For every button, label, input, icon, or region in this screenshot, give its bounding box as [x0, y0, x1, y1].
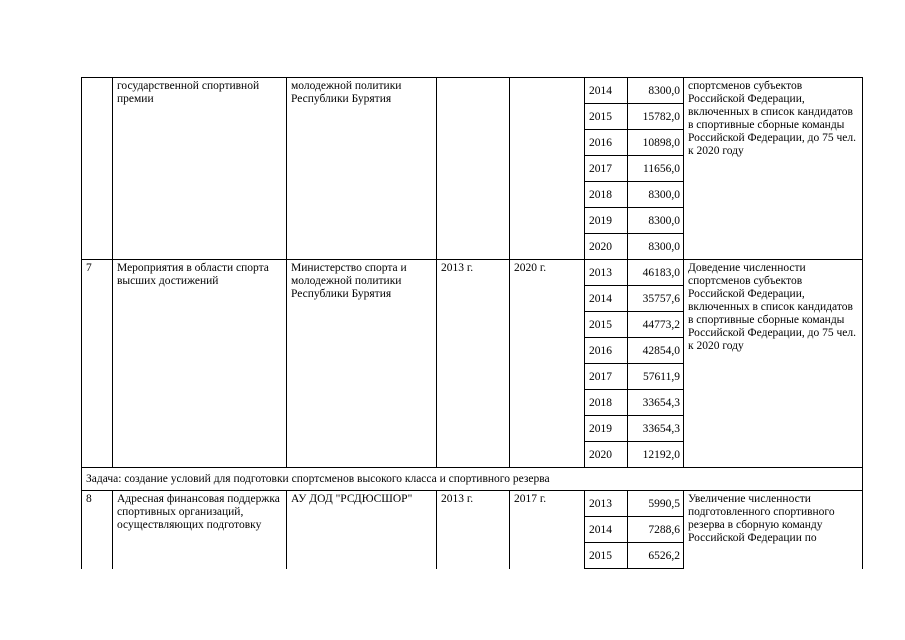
amount-cell: 8300,0 — [628, 182, 684, 208]
year-cell: 2018 — [585, 182, 628, 208]
end-date: 2017 г. — [510, 491, 585, 569]
year-cell: 2020 — [585, 234, 628, 260]
amount-cell: 11656,0 — [628, 156, 684, 182]
year-cell: 2018 — [585, 390, 628, 416]
year-cell: 2019 — [585, 416, 628, 442]
amount-cell: 57611,9 — [628, 364, 684, 390]
start-date: 2013 г. — [437, 260, 510, 468]
table-row — [82, 260, 863, 286]
amount-cell: 6526,2 — [628, 543, 684, 569]
task-heading: Задача: создание условий для подготовки спортсменов высокого класса и спортивного резерва — [82, 468, 863, 491]
year-cell: 2015 — [585, 104, 628, 130]
year-cell: 2014 — [585, 517, 628, 543]
end-date — [510, 78, 585, 260]
amount-cell: 44773,2 — [628, 312, 684, 338]
row-number — [82, 78, 113, 260]
task-row — [82, 468, 863, 491]
year-cell: 2013 — [585, 260, 628, 286]
amount-cell: 33654,3 — [628, 416, 684, 442]
year-cell: 2017 — [585, 364, 628, 390]
expected-result: Доведение численности спортсменов субъектов Российской Федерации, включенных в список кандидатов в спортивные сборные команды Российской Федерации, до 75 чел. к 2020 году — [684, 260, 863, 468]
year-cell: 2013 — [585, 491, 628, 517]
measure-name: Мероприятия в области спорта высших достижений — [113, 260, 287, 468]
executor: АУ ДОД "РСДЮСШОР" — [287, 491, 437, 569]
year-cell: 2014 — [585, 78, 628, 104]
row-number: 7 — [82, 260, 113, 468]
year-cell: 2016 — [585, 338, 628, 364]
row-number: 8 — [82, 491, 113, 569]
end-date: 2020 г. — [510, 260, 585, 468]
year-cell: 2015 — [585, 543, 628, 569]
table-row — [82, 491, 863, 517]
measure-name: Адресная финансовая поддержка спортивных организаций, осуществляющих подготовку — [113, 491, 287, 569]
start-date: 2013 г. — [437, 491, 510, 569]
expected-result: Увеличение численности подготовленного спортивного резерва в сборную команду Российской Федерации по — [684, 491, 863, 569]
executor: Министерство спорта и молодежной политики Республики Бурятия — [287, 260, 437, 468]
amount-cell: 35757,6 — [628, 286, 684, 312]
amount-cell: 8300,0 — [628, 78, 684, 104]
year-cell: 2020 — [585, 442, 628, 468]
amount-cell: 12192,0 — [628, 442, 684, 468]
year-cell: 2019 — [585, 208, 628, 234]
year-cell: 2015 — [585, 312, 628, 338]
amount-cell: 8300,0 — [628, 234, 684, 260]
measure-name: государственной спортивной премии — [113, 78, 287, 260]
amount-cell: 42854,0 — [628, 338, 684, 364]
amount-cell: 33654,3 — [628, 390, 684, 416]
table-row — [82, 78, 863, 104]
expected-result: спортсменов субъектов Российской Федерации, включенных в список кандидатов в спортивные сборные команды Российской Федерации, до 75 чел. к 2020 году — [684, 78, 863, 260]
amount-cell: 46183,0 — [628, 260, 684, 286]
year-cell: 2016 — [585, 130, 628, 156]
amount-cell: 8300,0 — [628, 208, 684, 234]
executor: молодежной политики Республики Бурятия — [287, 78, 437, 260]
amount-cell: 7288,6 — [628, 517, 684, 543]
amount-cell: 15782,0 — [628, 104, 684, 130]
program-table — [81, 77, 863, 569]
amount-cell: 5990,5 — [628, 491, 684, 517]
year-cell: 2014 — [585, 286, 628, 312]
year-cell: 2017 — [585, 156, 628, 182]
start-date — [437, 78, 510, 260]
amount-cell: 10898,0 — [628, 130, 684, 156]
